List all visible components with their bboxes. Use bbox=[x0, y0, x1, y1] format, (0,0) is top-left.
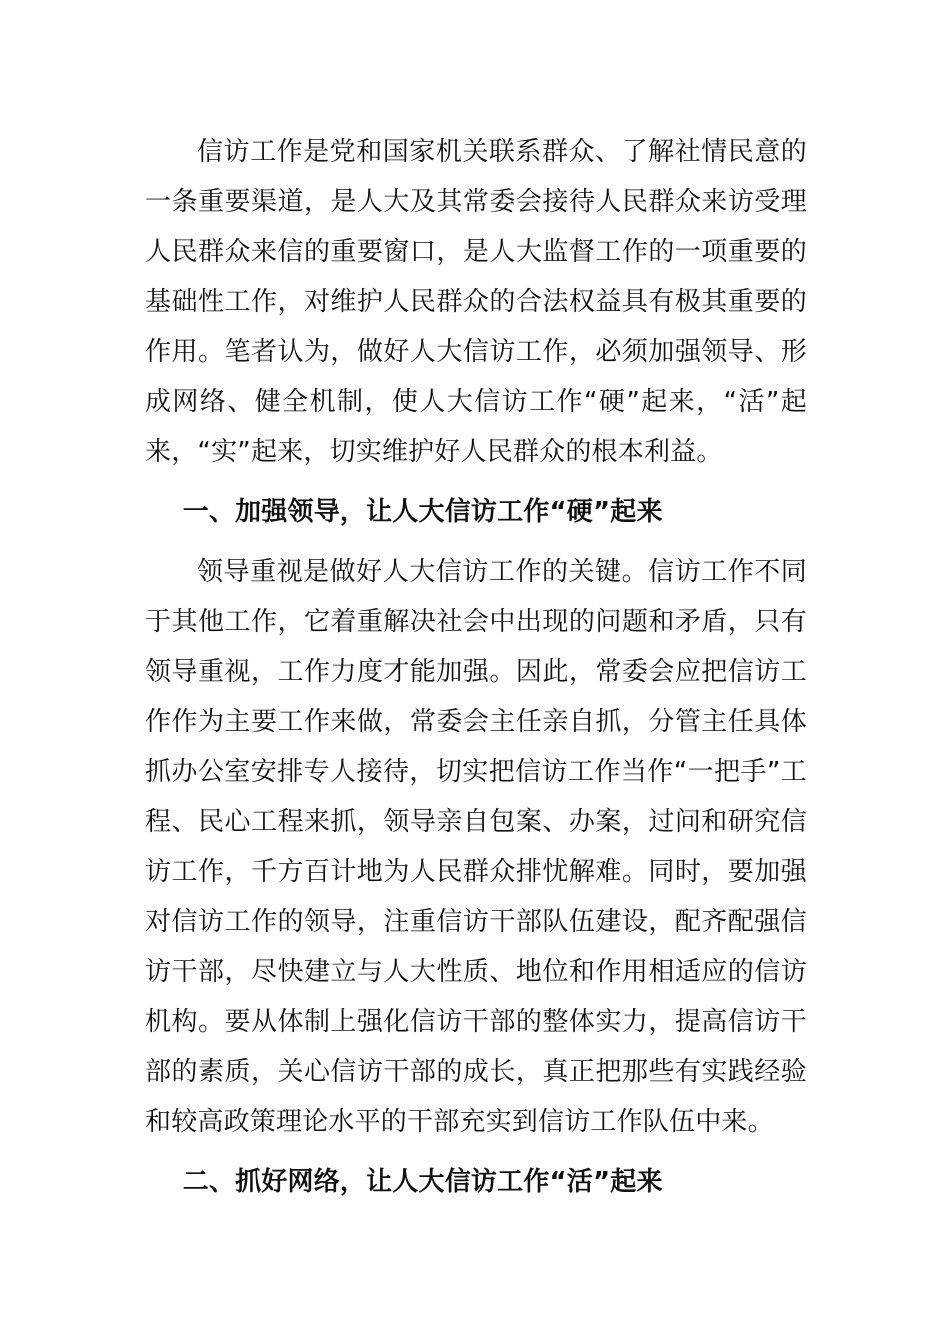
intro-paragraph: 信访工作是党和国家机关联系群众、了解社情民意的一条重要渠道，是人大及其常委会接待人民群众来访受理人民群众来信的重要窗口，是人大监督工作的一项重要的基础性工作，对维护人民群众的合法权益具有极其重要的作用。笔者认为，做好人大信访工作，必须加强领导、形成网络、健全机制，使人大信访工作“硬”起来，“活”起来，“实”起来，切实维护好人民群众的根本利益。 bbox=[145, 137, 807, 467]
section-1-paragraph: 领导重视是做好人大信访工作的关键。信访工作不同于其他工作，它着重解决社会中出现的问题和矛盾，只有领导重视，工作力度才能加强。因此，常委会应把信访工作作为主要工作来做，常委会主任亲自抓，分管主任具体抓办公室安排专人接待，切实把信访工作当作“一把手”工程、民心工程来抓，领导亲自包案、办案，过问和研究信访工作，千方百计地为人民群众排忧解难。同时，要加强对信访工作的领导，注重信访干部队伍建设，配齐配强信访干部，尽快建立与人大性质、地位和作用相适应的信访机构。要从体制上强化信访干部的整体实力，提高信访干部的素质，关心信访干部的成长，真正把那些有实践经验和较高政策理论水平的干部充实到信访工作队伍中来。 bbox=[145, 557, 807, 1137]
document-body bbox=[145, 127, 807, 1207]
section-1-heading: 一、加强领导，让人大信访工作“硬”起来 bbox=[182, 497, 663, 527]
section-2-heading: 二、抓好网络，让人大信访工作“活”起来 bbox=[182, 1167, 663, 1197]
